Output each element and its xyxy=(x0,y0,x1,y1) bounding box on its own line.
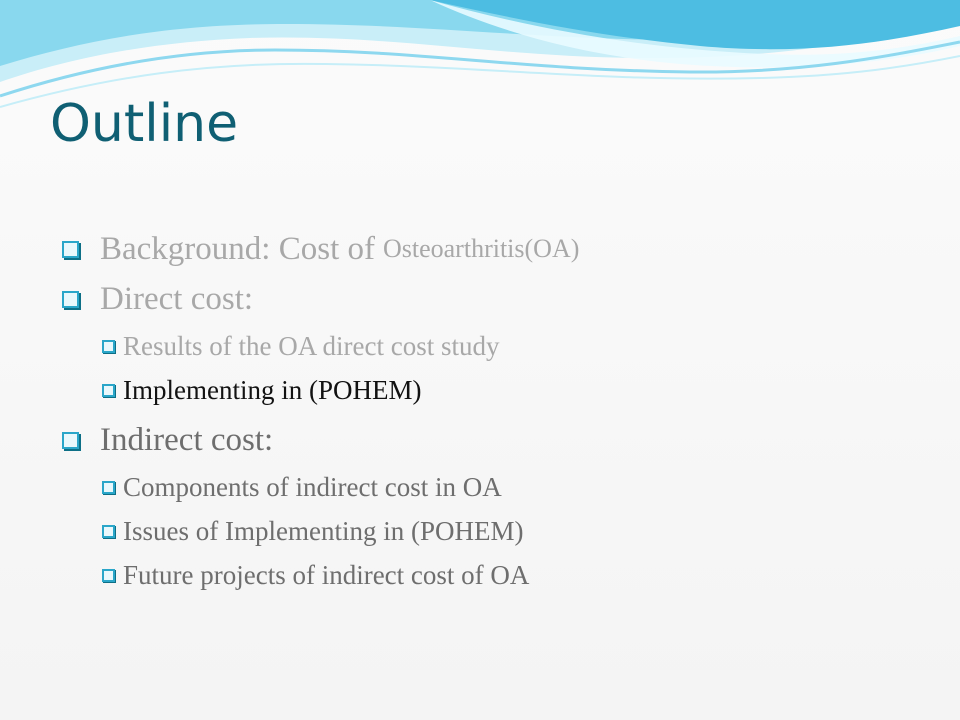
outline-subitem-label: Results of the OA direct cost study xyxy=(123,330,500,361)
outline-subitem-label: Implementing in (POHEM) xyxy=(123,374,422,405)
square-bullet-icon xyxy=(62,241,79,258)
outline-item-direct-cost xyxy=(60,274,920,324)
outline-item-label-suffix: Osteoarthritis(OA) xyxy=(382,234,580,263)
outline-item-label: Indirect cost: xyxy=(100,421,274,458)
outline-list xyxy=(60,224,920,597)
square-bullet-icon xyxy=(102,340,115,353)
square-bullet-icon xyxy=(102,481,115,494)
outline-subitem-future-projects xyxy=(60,553,920,597)
outline-item-label: Direct cost: xyxy=(100,280,254,317)
outline-subitem-results-direct-cost xyxy=(60,324,920,368)
outline-item-background xyxy=(60,224,920,274)
square-bullet-icon xyxy=(62,291,79,308)
square-bullet-icon xyxy=(102,525,115,538)
outline-subitem-label: Issues of Implementing in (POHEM) xyxy=(123,515,524,546)
outline-item-indirect-cost xyxy=(60,415,920,465)
square-bullet-icon xyxy=(62,432,79,449)
outline-subitem-issues-implementing-pohem xyxy=(60,509,920,553)
square-bullet-icon xyxy=(102,384,115,397)
outline-subitem-implementing-pohem xyxy=(60,368,920,412)
outline-subitem-label: Components of indirect cost in OA xyxy=(123,471,502,502)
outline-subitem-label: Future projects of indirect cost of OA xyxy=(123,559,530,590)
outline-item-label: Background: Cost of xyxy=(100,230,375,267)
outline-subitem-components-indirect-cost xyxy=(60,465,920,509)
slide-title: Outline xyxy=(50,94,239,154)
square-bullet-icon xyxy=(102,569,115,582)
